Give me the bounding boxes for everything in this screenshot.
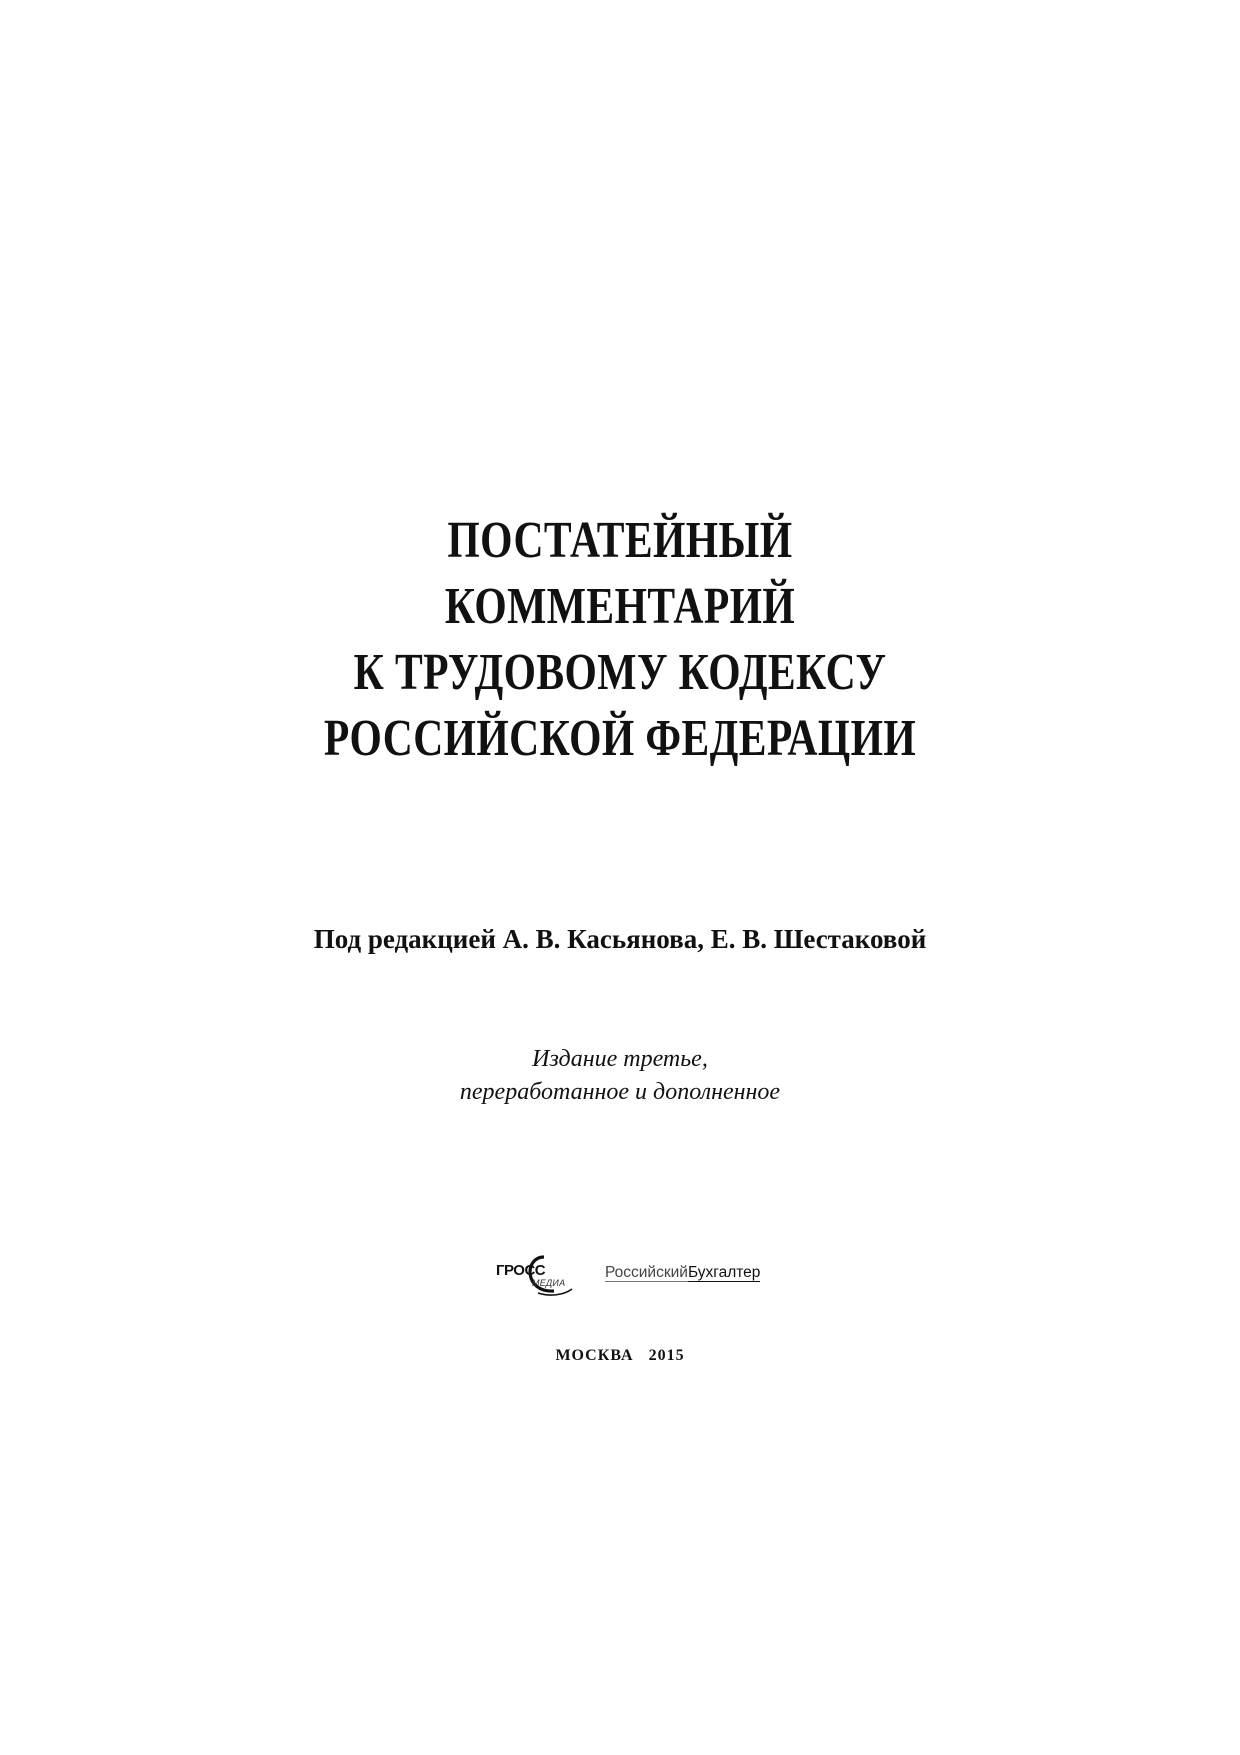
- title-line-2: КОММЕНТАРИЙ: [444, 578, 796, 635]
- edition-line-2: переработанное и дополненное: [459, 1079, 781, 1105]
- rossiyskiy-bukhgalter-logo: [605, 1263, 760, 1283]
- publisher-logos: [0, 1253, 1240, 1297]
- imprint: [0, 1345, 1240, 1367]
- edition-line-1: Издание третье,: [532, 1046, 708, 1072]
- gross-media-logo: [494, 1253, 576, 1297]
- svg-text:ГРОСС: ГРОСС: [496, 1262, 546, 1279]
- title-line-1: ПОСТАТЕЙНЫЙ: [447, 512, 793, 569]
- imprint-city: МОСКВА: [555, 1347, 634, 1364]
- title-line-3: К ТРУДОВОМУ КОДЕКСУ: [353, 644, 887, 701]
- edition-note: [0, 1043, 1240, 1109]
- imprint-year: 2015: [648, 1347, 685, 1364]
- rb-logo-part1: Российский: [605, 1264, 688, 1281]
- rb-logo-part2: Бухгалтер: [687, 1264, 761, 1281]
- book-title: [0, 508, 1240, 772]
- editors-line: Под редакцией А. В. Касьянова, Е. В. Шестаковой: [313, 924, 927, 954]
- svg-text:МЕДИА: МЕДИА: [532, 1278, 566, 1288]
- title-line-4: РОССИЙСКОЙ ФЕДЕРАЦИИ: [323, 710, 917, 767]
